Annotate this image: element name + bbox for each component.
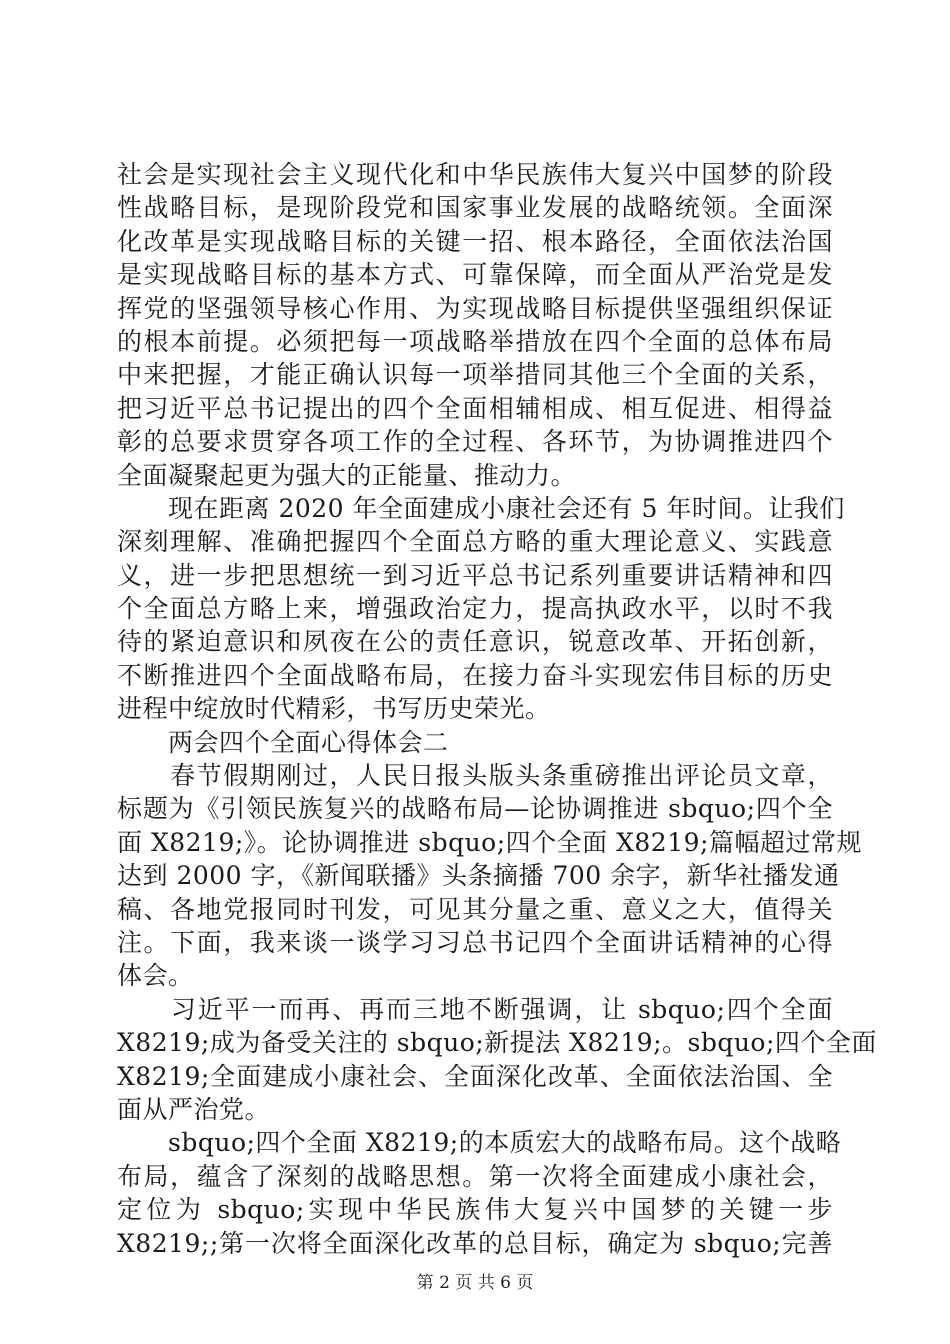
document-body <box>117 158 877 1260</box>
text-line: 标题为《引领民族复兴的战略布局—论协调推进 sbquo;四个全 <box>117 794 833 824</box>
text-line: 社会是实现社会主义现代化和中华民族伟大复兴中国梦的阶段 <box>117 160 833 189</box>
text-line: 现在距离 2020 年全面建成小康社会还有 5 年时间。让我们 <box>117 493 845 523</box>
text-line: sbquo;四个全面 X8219;的本质宏大的战略布局。这个战略 <box>117 1128 842 1158</box>
text-line: X8219;全面建成小康社会、全面深化改革、全面依法治国、全 <box>117 1061 833 1091</box>
text-line: 定位为 sbquo;实现中华民族伟大复兴中国梦的关键一步 <box>117 1195 833 1225</box>
text-line: 两会四个全面心得体会二 <box>117 727 449 757</box>
text-line: 深刻理解、准确把握四个全面总方略的重大理论意义、实践意 <box>117 527 833 557</box>
text-line: X8219;;第一次将全面深化改革的总目标，确定为 sbquo;完善 <box>117 1228 833 1258</box>
text-line: 稿、各地党报同时刊发，可见其分量之重、意义之大，值得关 <box>117 894 833 924</box>
text-line: 彰的总要求贯穿各项工作的全过程、各环节，为协调推进四个 <box>117 427 833 457</box>
text-line: 中来把握，才能正确认识每一项举措同其他三个全面的关系， <box>117 360 833 390</box>
text-line: 挥党的坚强领导核心作用、为实现战略目标提供坚强组织保证 <box>117 293 833 323</box>
text-line: 面 X8219;》。论协调推进 sbquo;四个全面 X8219;篇幅超过常规 <box>117 827 862 857</box>
text-line: 性战略目标，是现阶段党和国家事业发展的战略统领。全面深 <box>117 193 833 223</box>
text-line: 是实现战略目标的基本方式、可靠保障，而全面从严治党是发 <box>117 260 833 290</box>
text-line: 化改革是实现战略目标的关键一招、根本路径，全面依法治国 <box>117 226 833 256</box>
text-line: 达到 2000 字，《新闻联播》头条摘播 700 余字，新华社播发通 <box>117 861 840 891</box>
text-line: 不断推进四个全面战略布局，在接力奋斗实现宏伟目标的历史 <box>117 660 833 690</box>
page-footer: 第 2 页 共 6 页 <box>416 1273 534 1293</box>
text-line: 布局，蕴含了深刻的战略思想。第一次将全面建成小康社会， <box>117 1161 833 1191</box>
text-line: 的根本前提。必须把每一项战略举措放在四个全面的总体布局 <box>117 326 833 356</box>
text-line: 义，进一步把思想统一到习近平总书记系列重要讲话精神和四 <box>117 560 833 590</box>
text-line: 进程中绽放时代精彩，书写历史荣光。 <box>117 694 551 724</box>
text-line: 注。下面，我来谈一谈学习习总书记四个全面讲话精神的心得 <box>117 927 833 957</box>
text-line: 面从严治党。 <box>117 1094 271 1124</box>
text-line: 全面凝聚起更为强大的正能量、推动力。 <box>117 460 577 490</box>
text-line: 待的紧迫意识和夙夜在公的责任意识，锐意改革、开拓创新， <box>117 627 833 657</box>
text-line: 把习近平总书记提出的四个全面相辅相成、相互促进、相得益 <box>117 393 833 423</box>
text-line: 体会。 <box>117 961 194 991</box>
text-line: 春节假期刚过，人民日报头版头条重磅推出评论员文章， <box>117 761 833 791</box>
text-line: 个全面总方略上来，增强政治定力，提高执政水平，以时不我 <box>117 594 833 624</box>
text-line: 习近平一而再、再而三地不断强调，让 sbquo;四个全面 <box>117 994 833 1024</box>
text-line: X8219;成为备受关注的 sbquo;新提法 X8219;。sbquo;四个全面 <box>117 1028 877 1058</box>
